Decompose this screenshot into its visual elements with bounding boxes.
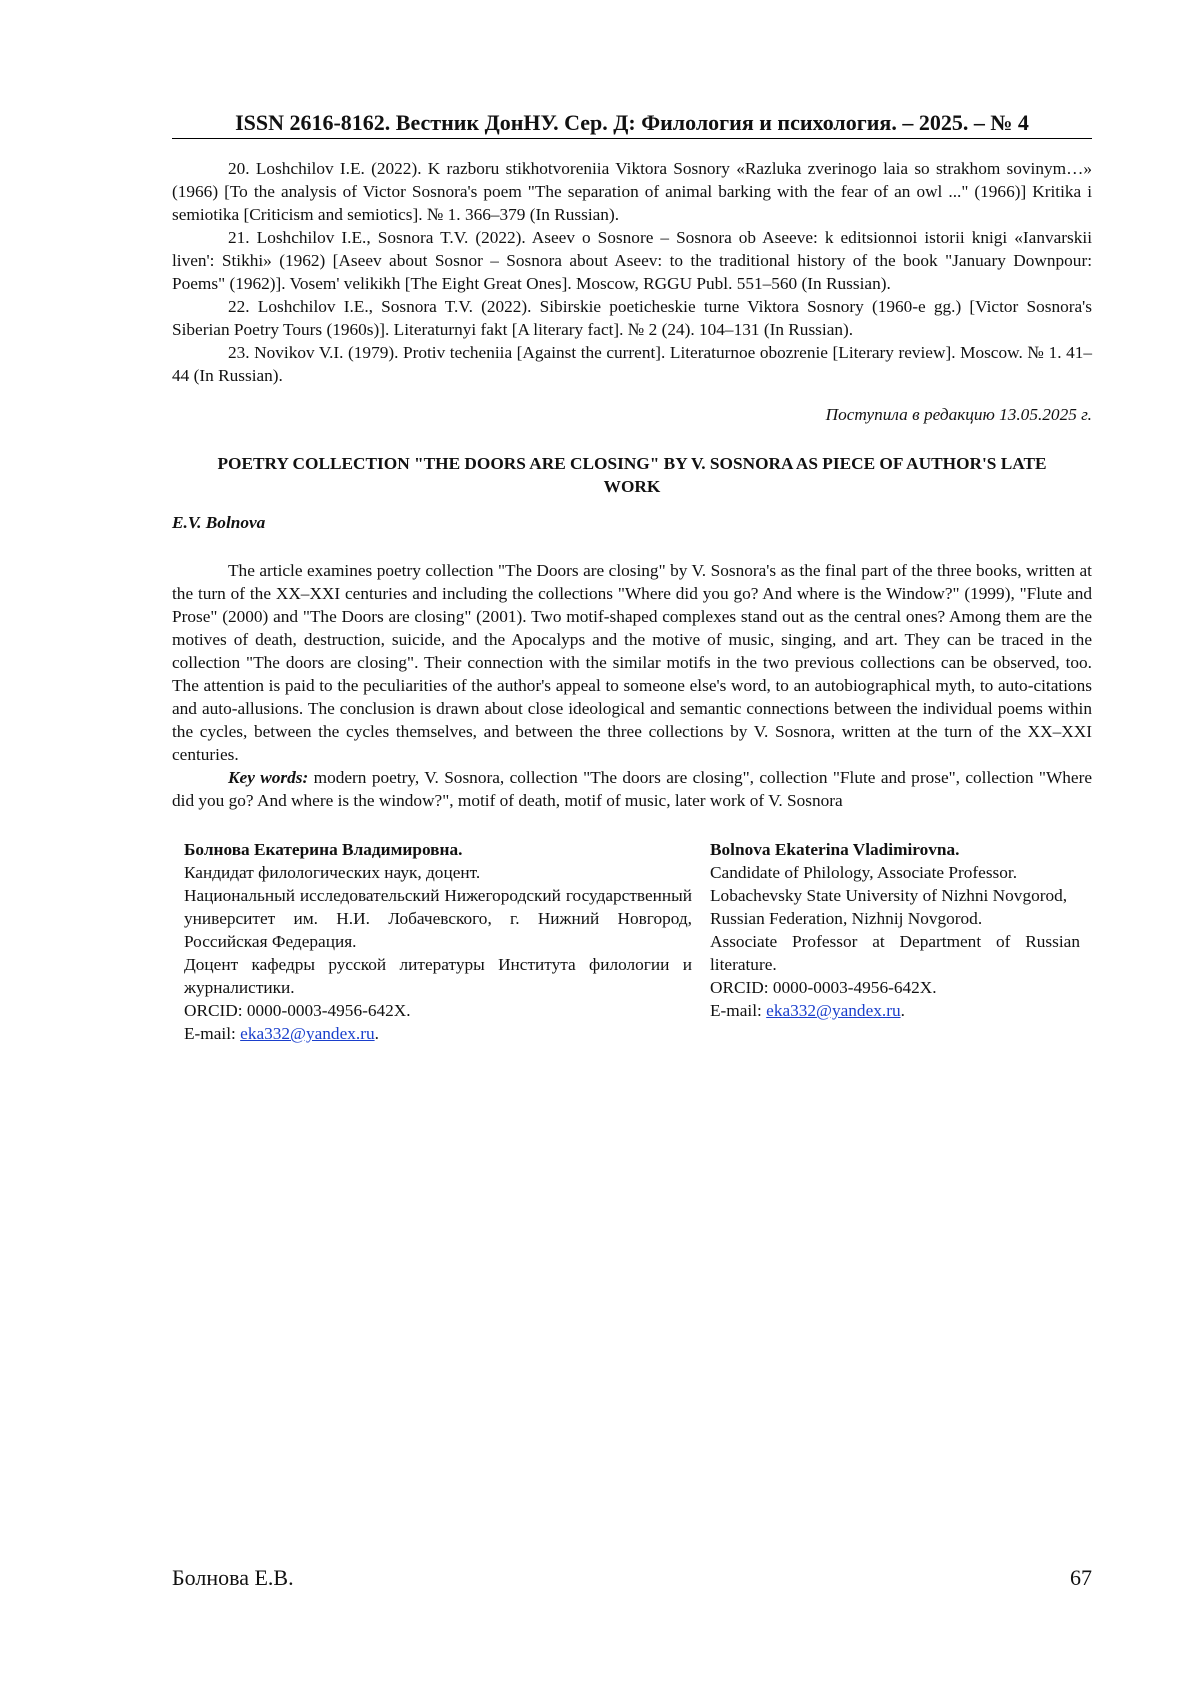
author-info	[184, 838, 1080, 1045]
author-orcid-en: ORCID: 0000-0003-4956-642X.	[710, 978, 937, 997]
author-affiliation-en: Lobachevsky State University of Nizhni Novgorod,	[710, 886, 1068, 905]
keywords-text: modern poetry, V. Sosnora, collection "The doors are closing", collection "Flute and prose", collection "Where did you go? And where is the window?", motif of death, motif of music, later work of V. Sosnora	[172, 768, 1092, 810]
english-abstract	[172, 559, 1092, 812]
reference-item: 21. Loshchilov I.E., Sosnora T.V. (2022). Aseev o Sosnore – Sosnora ob Aseeve: k editsionnoi istorii knigi «Ianvarskii liven': Stikhi» (1962) [Aseev about Sosnor – Sosnora about Aseev: to the traditional history of the book "January Downpour: Poems" (1962)]. Vosem' velikikh [The Eight Great Ones]. Moscow, RGGU Publ. 551–560 (In Russian).	[172, 228, 1092, 293]
english-author: E.V. Bolnova	[172, 513, 266, 532]
author-info-en	[710, 838, 1080, 1045]
reference-item: 22. Loshchilov I.E., Sosnora T.V. (2022). Sibirskie poeticheskie turne Viktora Sosnory (1960-e gg.) [Victor Sosnora's Siberian Poetry Tours (1960s)]. Literaturnyi fakt [A literary fact]. № 2 (24). 104–131 (In Russian).	[172, 297, 1092, 339]
english-title: POETRY COLLECTION "THE DOORS ARE CLOSING" BY V. SOSNORA AS PIECE OF AUTHOR'S LATE WORK	[217, 454, 1047, 496]
author-email-en: E-mail: eka332@yandex.ru.	[710, 1001, 905, 1020]
author-affiliation-ru: Национальный исследовательский Нижегородский государственный университет им. Н.И. Лобачевского, г. Нижний Новгород, Российская Федерация.	[184, 886, 692, 951]
author-info-ru	[184, 838, 692, 1045]
keywords	[172, 766, 1092, 812]
author-position-en: Associate Professor at Department of Russian literature.	[710, 932, 1080, 974]
reference-item: 23. Novikov V.I. (1979). Protiv techeniia [Against the current]. Literaturnoe obozrenie [Literary review]. Moscow. № 1. 41–44 (In Russian).	[172, 343, 1092, 385]
footer-author: Болнова Е.В.	[172, 1565, 294, 1590]
email-label: E-mail:	[184, 1024, 236, 1043]
received-date: Поступила в редакцию 13.05.2025 г.	[825, 405, 1092, 424]
author-orcid-ru: ORCID: 0000-0003-4956-642X.	[184, 1001, 411, 1020]
author-name-en: Bolnova Ekaterina Vladimirovna.	[710, 840, 960, 859]
abstract-text: The article examines poetry collection "The Doors are closing" by V. Sosnora's as the final part of the three books, written at the turn of the XX–XXI centuries and including the collections "Where did you go? And where is the Window?" (1999), "Flute and Prose" (2000) and "The Doors are closing" (2001). Two motif-shaped complexes stand out as the central ones? Among them are the motives of death, destruction, suicide, and the Apocalyps and the motive of music, singing, and art. They can be traced in the collection "The doors are closing". Their connection with the similar motifs in the two previous collections can be observed, too. The attention is paid to the peculiarities of the author's appeal to someone else's word, to an autobiographical myth, to auto-citations and auto-allusions. The conclusion is drawn about close ideological and semantic connections between the individual poems within the cycles, between the cycles themselves, and between the three collections by V. Sosnora, written at the turn of the XX–XXI centuries.	[172, 561, 1092, 764]
author-degree-ru: Кандидат филологических наук, доцент.	[184, 863, 481, 882]
page-footer	[172, 1565, 1092, 1591]
author-position-ru: Доцент кафедры русской литературы Института филологии и журналистики.	[184, 955, 692, 997]
running-header: ISSN 2616-8162. Вестник ДонНУ. Сер. Д: Филология и психология. – 2025. – № 4	[172, 110, 1092, 139]
keywords-label: Key words:	[228, 768, 309, 787]
reference-item: 20. Loshchilov I.E. (2022). K razboru stikhotvoreniia Viktora Sosnory «Razluka zverinogo laia so strakhom sovinym…» (1966) [To the analysis of Victor Sosnora's poem "The separation of animal barking with the fear of an owl ..." (1966)] Kritika i semiotika [Criticism and semiotics]. № 1. 366–379 (In Russian).	[172, 159, 1092, 224]
email-label: E-mail:	[710, 1001, 762, 1020]
page-number: 67	[1070, 1565, 1092, 1590]
author-email-ru: E-mail: eka332@yandex.ru.	[184, 1024, 379, 1043]
email-link[interactable]: eka332@yandex.ru	[240, 1024, 375, 1043]
author-degree-en: Candidate of Philology, Associate Professor.	[710, 863, 1018, 882]
email-link[interactable]: eka332@yandex.ru	[766, 1001, 901, 1020]
reference-list	[172, 157, 1092, 387]
author-location-en: Russian Federation, Nizhnij Novgorod.	[710, 909, 983, 928]
page	[172, 110, 1092, 1045]
author-name-ru: Болнова Екатерина Владимировна.	[184, 840, 463, 859]
